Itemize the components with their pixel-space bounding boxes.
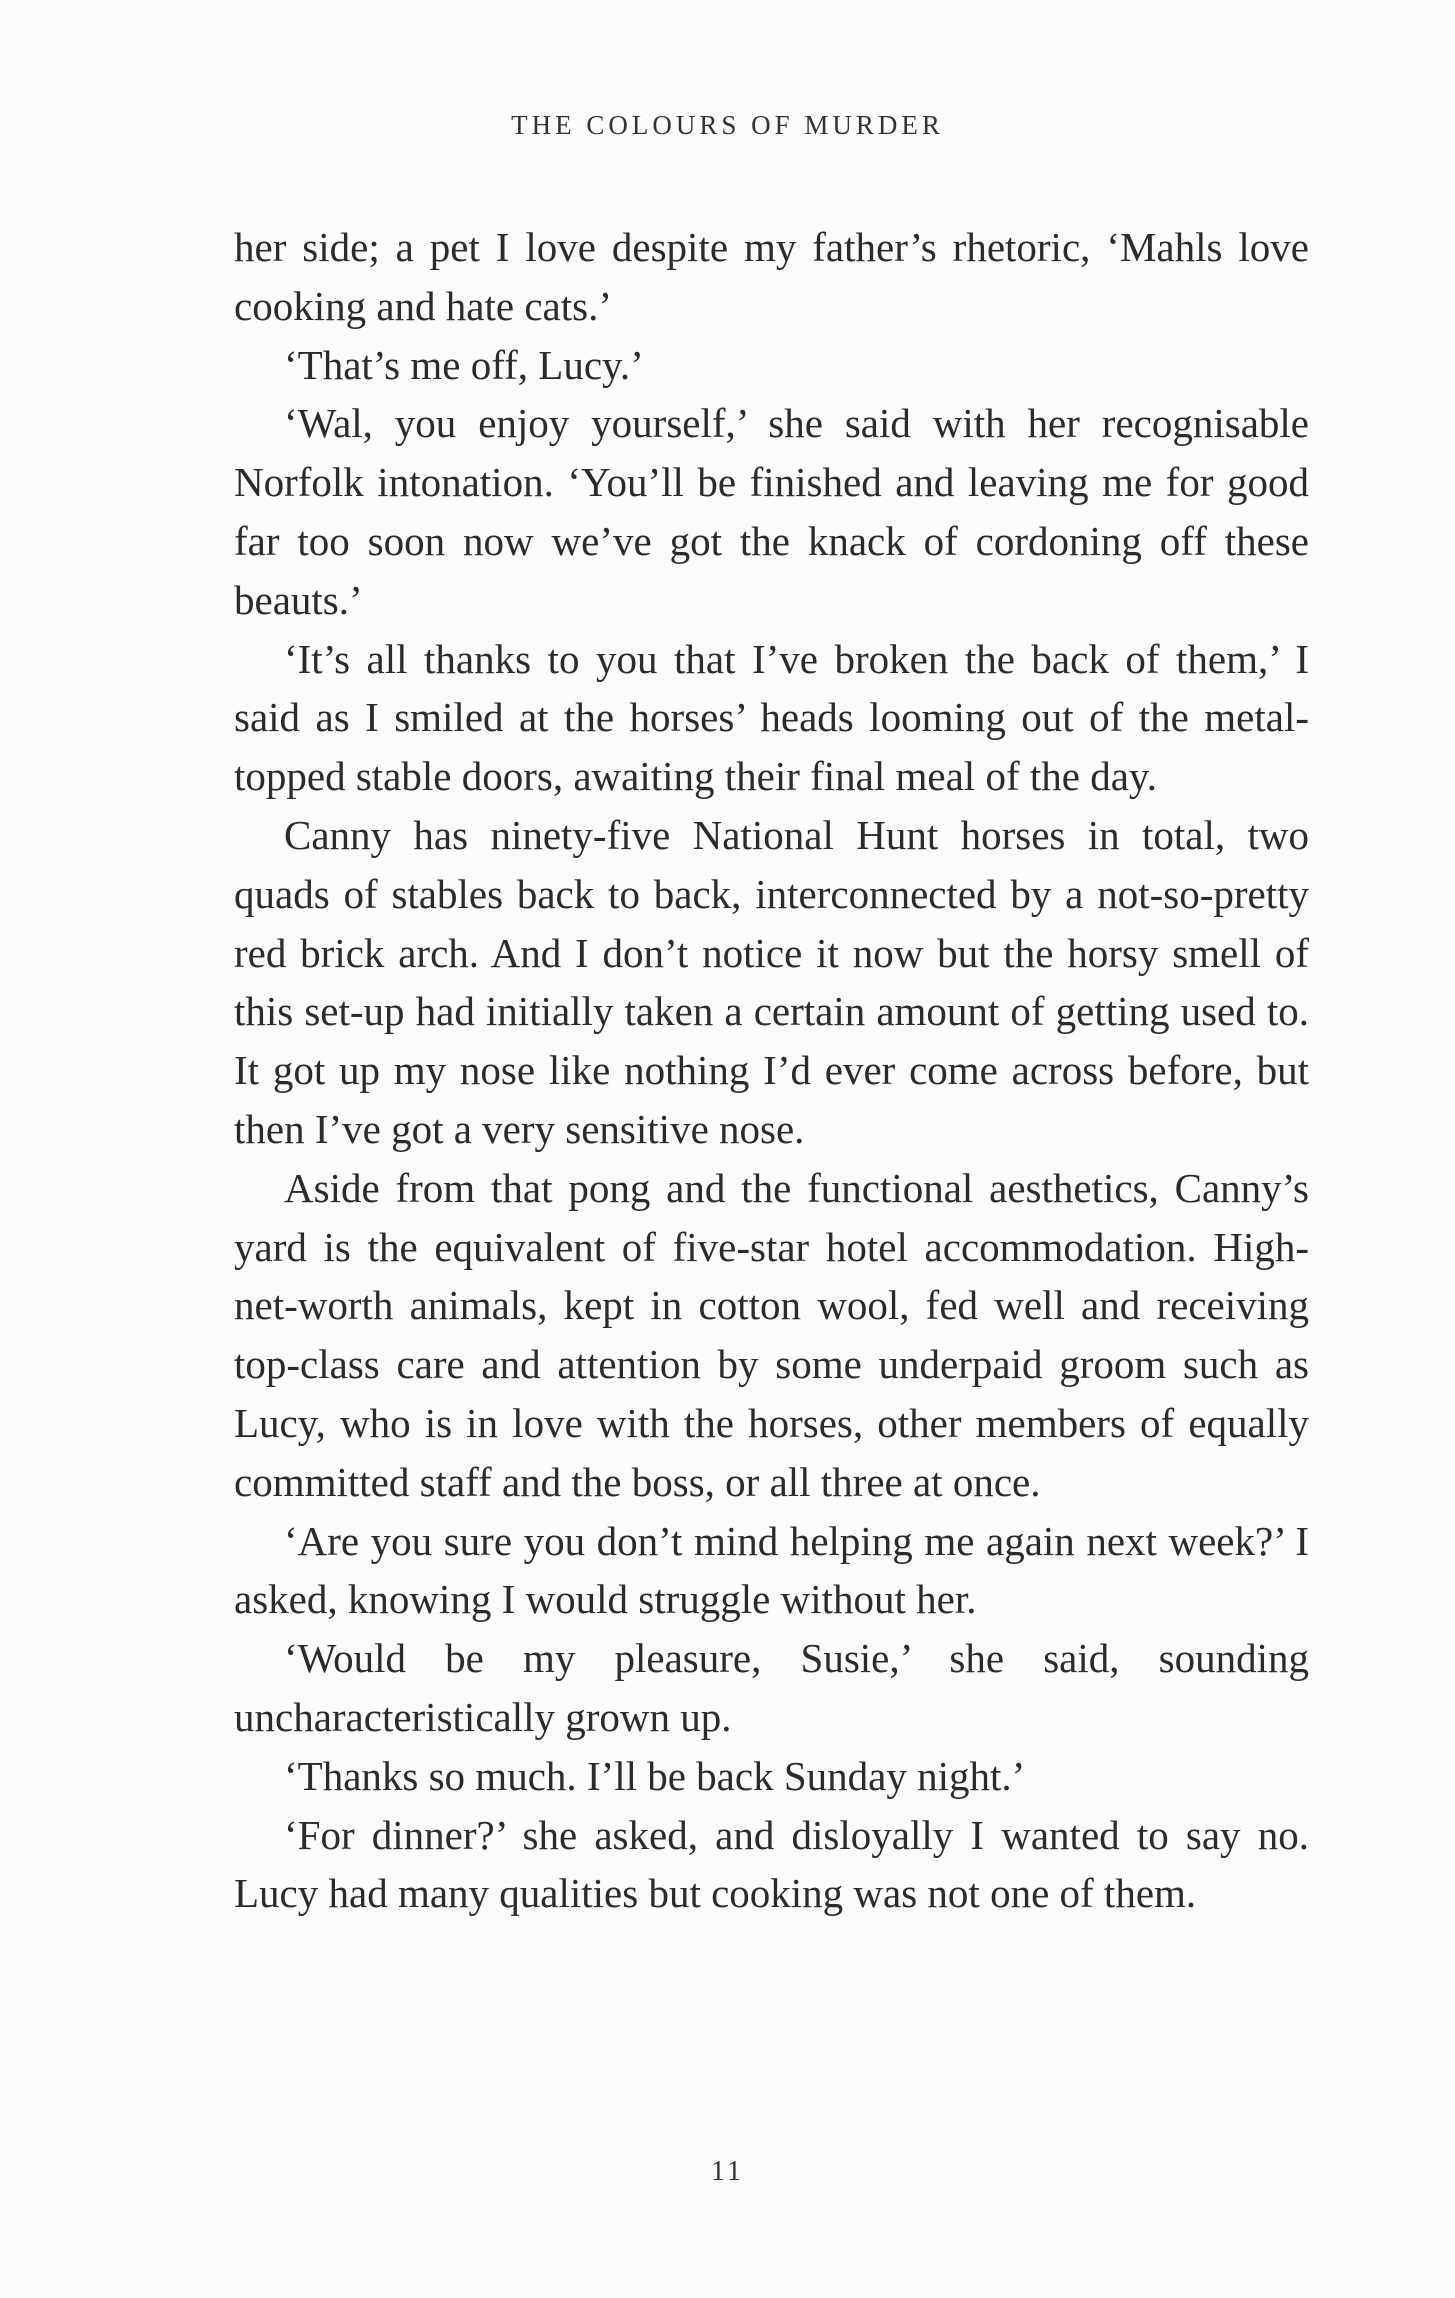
running-head: THE COLOURS OF MURDER	[511, 110, 944, 140]
page-number: 11	[711, 2156, 744, 2187]
paragraph: ‘Wal, you enjoy yourself,’ she said with her recognisable Norfolk intonation. ‘You’ll be finished and leaving me for good far too soon now we’ve got the knack of cordoning off these beauts.’	[234, 400, 1309, 623]
paragraph: ‘Thanks so much. I’ll be back Sunday night.’	[284, 1752, 1026, 1799]
paragraph: ‘For dinner?’ she asked, and disloyally I wanted to say no. Lucy had many qualities but cooking was not one of them.	[234, 1811, 1309, 1917]
paragraph: ‘Would be my pleasure, Susie,’ she said, sounding uncharacteristically grown up.	[234, 1635, 1309, 1740]
body-text	[234, 218, 1309, 1923]
paragraph: her side; a pet I love despite my father’s rhetoric, ‘Mahls love cooking and hate cats.’	[234, 224, 1309, 329]
paragraph: Canny has ninety-five National Hunt horses in total, two quads of stables back to back, interconnected by a not-so-pretty red brick arch. And I don’t notice it now but the horsy smell of this set-up had initially taken a certain amount of getting used to. It got up my nose like nothing I’d ever come across before, but then I’ve got a very sensitive nose.	[234, 811, 1309, 1152]
paragraph: Aside from that pong and the functional aesthetics, Canny’s yard is the equivalent of five-star hotel accommodation. High-net-worth animals, kept in cotton wool, fed well and receiving top-class care and attention by some underpaid groom such as Lucy, who is in love with the horses, other members of equally committed staff and the boss, or all three at once.	[234, 1164, 1309, 1505]
paragraph: ‘It’s all thanks to you that I’ve broken the back of them,’ I said as I smiled at the horses’ heads looming out of the metal-topped stable doors, awaiting their final meal of the day.	[234, 635, 1309, 800]
paragraph: ‘That’s me off, Lucy.’	[284, 341, 644, 388]
paragraph: ‘Are you sure you don’t mind helping me again next week?’ I asked, knowing I would struggle without her.	[234, 1517, 1309, 1623]
